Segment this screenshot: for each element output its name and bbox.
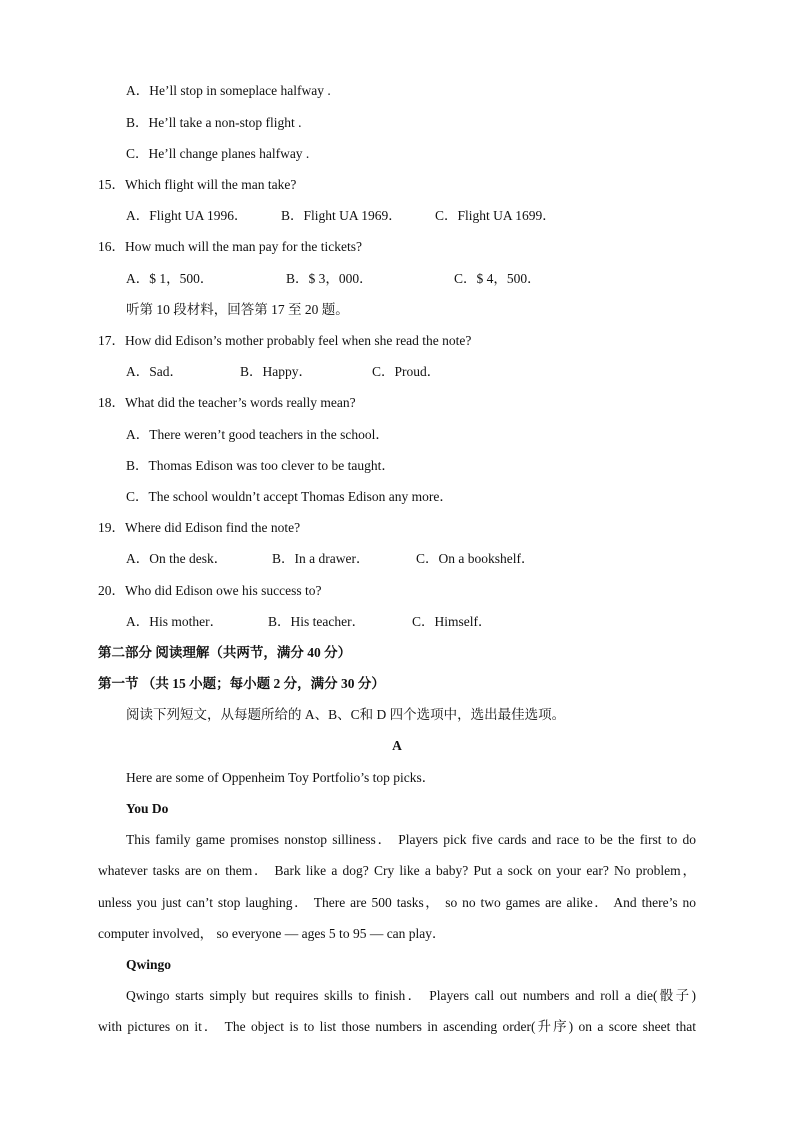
q18-option-b: B．Thomas Edison was too clever to be taught． xyxy=(126,458,395,473)
q14-option-c: C．He’ll change planes halfway . xyxy=(126,146,310,161)
q19-option-a: A．On the desk． xyxy=(126,551,228,566)
item-you-do-line: unless you just can’t stop laughing． There are 500 tasks， so no two games are alike． And there’s no xyxy=(98,895,696,910)
item-title-you-do: You Do xyxy=(126,801,169,816)
passage-letter: A xyxy=(392,738,402,753)
q16-stem: 16．How much will the man pay for the tickets? xyxy=(98,239,362,254)
q18-option-c: C．The school wouldn’t accept Thomas Edison any more． xyxy=(126,489,453,504)
item-qwingo-line: Qwingo starts simply but requires skills to finish． Players call out numbers and roll a die(骰子) xyxy=(126,988,696,1003)
item-title-qwingo: Qwingo xyxy=(126,957,172,972)
section-1-heading: 第一节 （共 15 小题；每小题 2 分，满分 30 分） xyxy=(98,676,385,691)
q18-option-a: A．There weren’t good teachers in the school． xyxy=(126,427,389,442)
q17-option-b: B．Happy． xyxy=(240,364,312,379)
q15-option-c: C．Flight UA 1699． xyxy=(435,208,556,223)
q16-option-a: A．$ 1，500． xyxy=(126,271,214,286)
q16-option-b: B．$ 3，000． xyxy=(286,271,373,286)
q19-option-b: B．In a drawer． xyxy=(272,551,370,566)
q15-stem: 15．Which flight will the man take? xyxy=(98,177,297,192)
section-10-instruction: 听第 10 段材料，回答第 17 至 20 题。 xyxy=(126,302,349,317)
q19-option-c: C．On a bookshelf． xyxy=(416,551,535,566)
q17-option-a: A．Sad． xyxy=(126,364,183,379)
q15-option-a: A．Flight UA 1996． xyxy=(126,208,248,223)
item-you-do-line: whatever tasks are on them． Bark like a dog? Cry like a baby? Put a sock on your ear? No problem， xyxy=(98,863,696,878)
q16-option-c: C．$ 4，500． xyxy=(454,271,541,286)
q17-stem: 17．How did Edison’s mother probably feel when she read the note? xyxy=(98,333,472,348)
item-you-do-line: This family game promises nonstop silliness． Players pick five cards and race to be the first to do xyxy=(126,832,696,847)
q14-option-a: A．He’ll stop in someplace halfway . xyxy=(126,83,331,98)
q14-option-b: B．He’ll take a non-stop flight . xyxy=(126,115,302,130)
passage-intro: Here are some of Oppenheim Toy Portfolio’s top picks． xyxy=(126,770,436,785)
q17-option-c: C．Proud． xyxy=(372,364,441,379)
reading-instruction: 阅读下列短文，从每题所给的 A、B、C和 D 四个选项中，选出最佳选项。 xyxy=(126,707,566,722)
item-you-do-line: computer involved， so everyone — ages 5 to 95 — can play． xyxy=(98,926,446,941)
q20-option-c: C．Himself． xyxy=(412,614,492,629)
q20-stem: 20．Who did Edison owe his success to? xyxy=(98,583,322,598)
q18-stem: 18．What did the teacher’s words really mean? xyxy=(98,395,356,410)
q19-stem: 19．Where did Edison find the note? xyxy=(98,520,301,535)
q20-option-b: B．His teacher． xyxy=(268,614,366,629)
part-2-heading: 第二部分 阅读理解（共两节，满分 40 分） xyxy=(98,645,352,660)
q20-option-a: A．His mother． xyxy=(126,614,224,629)
item-qwingo-line: with pictures on it． The object is to list those numbers in ascending order(升序) on a score sheet that xyxy=(98,1019,696,1034)
q15-option-b: B．Flight UA 1969． xyxy=(281,208,402,223)
